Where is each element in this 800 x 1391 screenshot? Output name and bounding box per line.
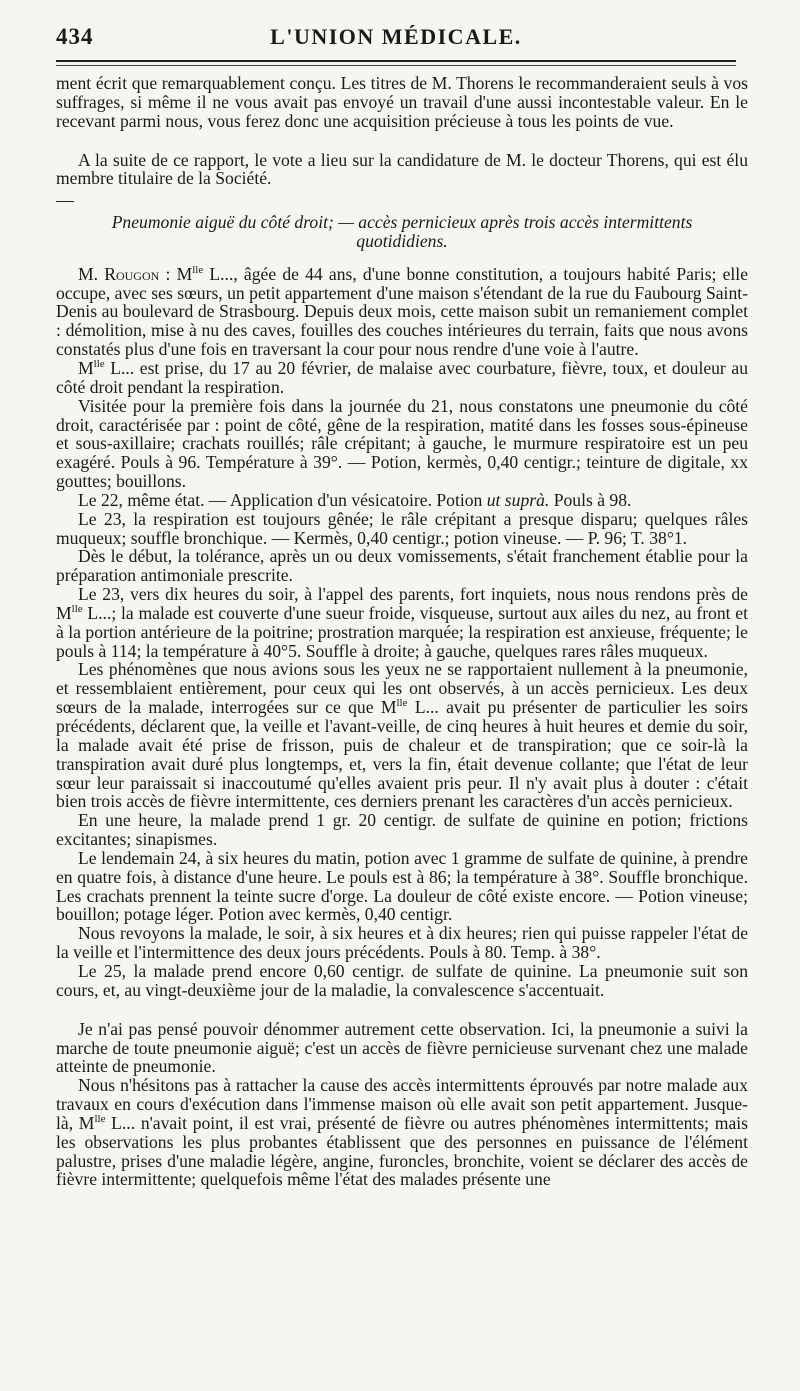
- paragraph-evening-visit: Nous revoyons la malade, le soir, à six heures et à dix heures; rien qui puisse rappeler l'état de la veille et l'intermittence des deux jours précédents. Pouls à 80. Temp. à 38°.: [56, 923, 748, 963]
- running-header: [56, 24, 736, 58]
- paragraph-discussion: Je n'ai pas pensé pouvoir dénommer autrement cette observation. Ici, la pneumonie a suivi la marche de toute pneumonie aiguë; c'est un accès de fièvre pernicieuse survenant chez une malade atteinte de pneumonie.: [56, 1018, 748, 1077]
- paragraph-tolerance: Dès le début, la tolérance, après un ou deux vomissements, s'était franchement établie pour la préparation antimoniale prescrite.: [56, 546, 748, 586]
- paragraph-quinine-dose: En une heure, la malade prend 1 gr. 20 centigr. de sulfate de quinine en potion; frictions excitantes; sinapismes.: [56, 810, 748, 850]
- author-name: M. Rougon :: [78, 263, 171, 284]
- paragraph-day-23-evening: Le 23, vers dix heures du soir, à l'appel des parents, fort inquiets, nous nous rendons près de $M^{lle}$ L...; la malade est couverte d'une sueur froide, visqueuse, surtout aux ailes du nez, au front et à la portion antérieure de la poitrine; prostration marquée; la respiration est anxieuse, fréquente; le pouls à 114; la température à 40°5. Souffle à droite; à gauche, quelques rares râles muqueux.: [56, 584, 748, 661]
- paragraph-day-23: Le 23, la respiration est toujours gênée; le râle crépitant a presque disparu; quelques râles muqueux; souffle bronchique. — Kermès, 0,40 centigr.; potion vineuse. — P. 96; T. 38°1.: [56, 508, 748, 548]
- paragraph-vote: A la suite de ce rapport, le vote a lieu sur la candidature de M. le docteur Thorens, qui est élu membre titulaire de la Société.: [56, 149, 748, 189]
- header-rule: [56, 60, 736, 66]
- paragraph-etiology: Nous n'hésitons pas à rattacher la cause des accès intermittents éprouvés par notre malade aux travaux en cours d'exécution dans l'immense maison où elle avait son petit appartement. Jusque-là, $M^{lle}$ L... n'avait point, il est vrai, présenté de fièvre ou autres phénomènes intermittents; mais les observations les plus probantes établissent que des personnes en puissance de l'élément palustre, prises d'une maladie légère, angine, furoncles, bronchite, voient se déclarer des accès de fièvre intermittente; quelquefois même l'état des malades présente une: [56, 1075, 748, 1190]
- section-separator: [56, 190, 748, 209]
- paragraph-phenomena: Les phénomènes que nous avions sous les yeux ne se rapportaient nullement à la pneumonie, et ressemblaient entièrement, pour ceux qui les ont observés, à un accès pernicieux. Les deux sœurs de la malade, interrogées sur ce que $M^{lle}$ L... avait pu présenter de particulier les soirs précédents, déclarent que, la veille et l'avant-veille, de cinq heures à huit heures et demie du soir, la malade avait été prise de frisson, puis de chaleur et de transpiration; que ce soir-là la transpiration avait duré plus longtemps, et, vers la fin, était devenue collante; que l'état de leur sœur leur paraissait si inaccoutumé qu'elles avaient pris peur. Il n'y avait plus à douter : c'était bien trois accès de fièvre intermittente, ces derniers prenant les caractères d'un accès pernicieux.: [56, 659, 748, 812]
- paragraph-case-intro: M. Rougon : $M^{lle}$ L..., âgée de 44 ans, d'une bonne constitution, a toujours habité Paris; elle occupe, avec ses sœurs, un petit appartement d'une maison s'étendant de la rue du Faubourg Saint-Denis au boulevard de Strasbourg. Depuis deux mois, cette maison subit un remaniement complet : démolition, mise à nu des caves, fouilles des couches intérieures du terrain, faits que nous avons constatés plus d'une fois en traversant la cour pour nous rendre d'une voie à l'autre.: [56, 263, 749, 360]
- paragraph-onset: $M^{lle}$ L... est prise, du 17 au 20 février, de malaise avec courbature, fièvre, toux, et douleur au côté droit pendant la respiration.: [56, 357, 748, 397]
- journal-title: L'UNION MÉDICALE.: [270, 24, 522, 49]
- case-title: Pneumonie aiguë du côté droit; — accès pernicieux après trois accès intermittents quotididiens.: [111, 212, 693, 251]
- paragraph-day-22: Le 22, même état. — Application d'un vésicatoire. Potion ut suprà. Pouls à 98.: [78, 489, 632, 510]
- article-body: [56, 74, 748, 1189]
- page-number: 434: [56, 24, 94, 49]
- paragraph-first-visit: Visitée pour la première fois dans la journée du 21, nous constatons une pneumonie du côté droit, caractérisée par : point de côté, gêne de la respiration, matité dans les fosses sous-épineuse et sous-axillaire; crachats rouillés; râle crépitant; à gauche, le murmure respiratoire est un peu exagéré. Pouls à 96. Température à 39°. — Potion, kermès, 0,40 centigr.; teinture de digitale, xx gouttes; bouillons.: [56, 395, 748, 492]
- paragraph-intro: ment écrit que remarquablement conçu. Les titres de M. Thorens le recommanderaient seuls à vos suffrages, si même il ne vous avait pas envoyé un travail d'une aussi incontestable valeur. En le recevant parmi nous, vous ferez donc une acquisition précieuse à tous les points de vue.: [56, 73, 748, 131]
- paragraph-day-25: Le 25, la malade prend encore 0,60 centigr. de sulfate de quinine. La pneumonie suit son cours, et, au vingt-deuxième jour de la maladie, la convalescence s'accentuait.: [56, 960, 748, 1000]
- paragraph-next-day: Le lendemain 24, à six heures du matin, potion avec 1 gramme de sulfate de quinine, à prendre en quatre fois, à distance d'une heure. Le pouls est à 86; la température à 38°. Souffle bronchique. Les crachats prennent la teinte sucre d'orge. La douleur de côté existe encore. — Potion vineuse; bouillon; potage léger. Potion avec kermès, 0,40 centigr.: [56, 847, 748, 925]
